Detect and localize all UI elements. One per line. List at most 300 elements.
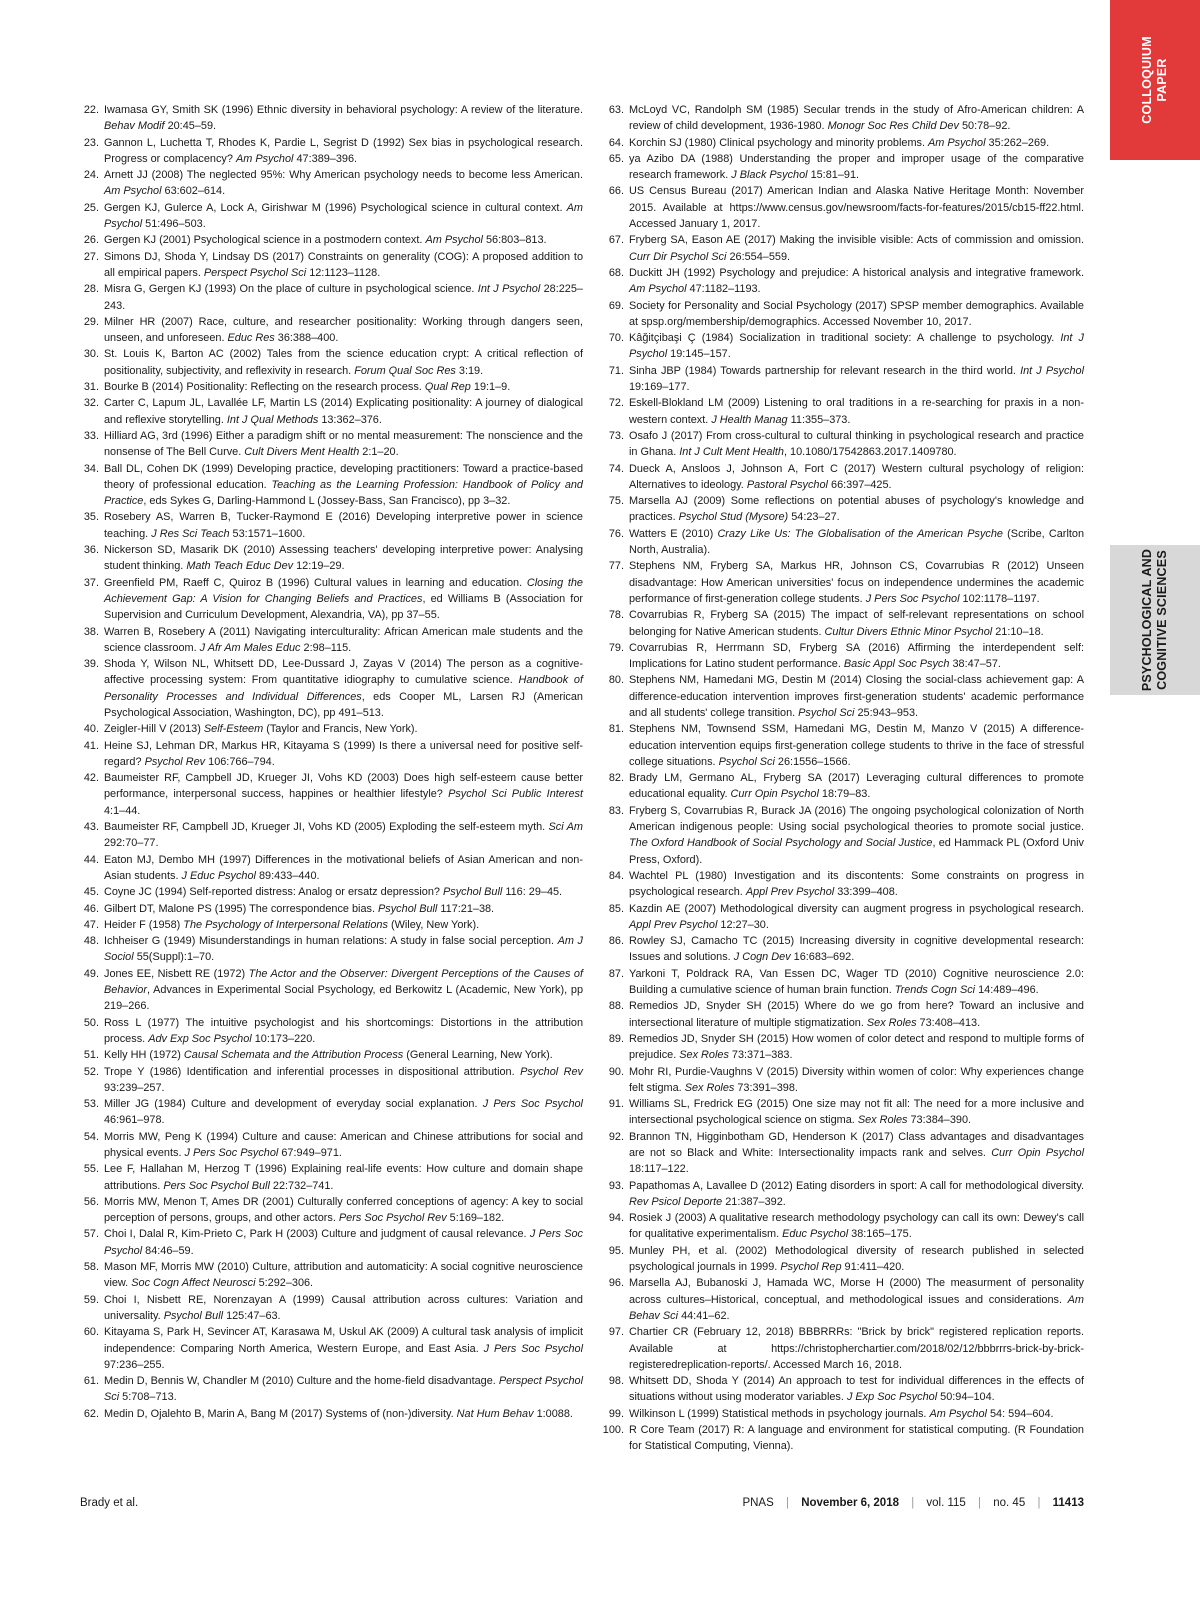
reference-item (602, 640, 1084, 673)
reference-source: Am Psychol (235, 152, 294, 165)
reference-details: 5:292–306. (255, 1277, 314, 1290)
reference-details: 53:1571–1600. (229, 527, 306, 540)
reference-details: 73:391–398. (734, 1081, 798, 1094)
reference-text: Wachtel PL (1980) Investigation and its discontents: Some constraints on progress in psychological research. (629, 869, 1084, 899)
reference-details: (Wiley, New York). (387, 918, 480, 931)
reference-text: Remedios JD, Snyder SH (2015) How women of color detect and respond to multiple forms of prejudice. (629, 1032, 1084, 1062)
reference-number: 68 . (602, 265, 624, 281)
reference-text: Stephens NM, Fryberg SA, Markus HR, Johnson CS, Covarrubias R (2012) Unseen disadvantage: How American universities' focus on independence undermines the academic performance of first-generation college students. (629, 560, 1084, 605)
reference-item (602, 868, 1084, 901)
colloquium-tab-label (1140, 36, 1170, 123)
reference-text: Rosebery AS, Warren B, Tucker-Raymond E (2016) Developing interpretive power in science teaching. (104, 511, 583, 540)
reference-source: J Health Manag (711, 413, 788, 426)
reference-text: Baumeister RF, Campbell JD, Krueger JI, Vohs KD (2005) Exploding the self-esteem myth. (104, 821, 549, 834)
reference-source: Appl Prev Psychol (745, 886, 835, 899)
reference-details: 51:496–503. (142, 218, 206, 231)
reference-item (602, 1031, 1084, 1064)
reference-item (602, 330, 1084, 363)
reference-source: Pers Soc Psychol Bull (163, 1179, 270, 1192)
reference-details: 18:117–122. (629, 1163, 689, 1176)
reference-item (80, 232, 583, 248)
reference-source: Monogr Soc Res Child Dev (827, 120, 959, 133)
reference-number: 90 . (602, 1064, 624, 1080)
reference-item (80, 1015, 583, 1048)
reference-text: Arnett JJ (2008) The neglected 95%: Why American psychology needs to become less American. (104, 169, 583, 182)
reference-text: Osafo J (2017) From cross-cultural to cultural thinking in psychological research and practice in Ghana. (629, 429, 1084, 459)
reference-source: Am Psychol (929, 1407, 987, 1420)
reference-details: 125:47–63. (223, 1309, 281, 1322)
reference-details: 73:408–413. (916, 1016, 981, 1029)
reference-source: J Pers Soc Psychol (104, 1228, 583, 1257)
reference-text: Bourke B (2014) Positionality: Reflecting on the research process. (104, 381, 425, 394)
reference-source: Psychol Sci (798, 706, 855, 719)
reference-source: Crazy Like Us: The Globalisation of the American Psyche (717, 527, 1003, 540)
reference-details: 47:1182–1193. (686, 283, 761, 296)
reference-source: Curr Dir Psychol Sci (629, 250, 727, 263)
reference-text: Jones EE, Nisbett RE (1972) (104, 967, 249, 980)
reference-number: 65 . (602, 151, 624, 167)
reference-item (80, 1292, 583, 1325)
reference-item (80, 249, 583, 282)
reference-details: 56:803–813. (482, 234, 547, 247)
reference-details: 91:411–420. (841, 1261, 905, 1274)
reference-item (80, 933, 583, 966)
reference-text: Mason MF, Morris MW (2010) Culture, attribution and automaticity: A social cognitive neuroscience view. (104, 1261, 583, 1290)
reference-number: 100 . (602, 1422, 624, 1438)
reference-source: Forum Qual Soc Res (354, 364, 456, 377)
reference-number: 97 . (602, 1324, 624, 1340)
reference-item (80, 966, 583, 1015)
reference-source: J Pers Soc Psychol (865, 592, 960, 605)
reference-number: 87 . (602, 966, 624, 982)
reference-source: Perspect Psychol Sci (104, 1375, 583, 1404)
reference-item (602, 1178, 1084, 1211)
reference-number: 69 . (602, 298, 624, 314)
reference-number: 55 . (80, 1161, 99, 1177)
reference-number: 79 . (602, 640, 624, 656)
reference-text: Kelly HH (1972) (104, 1049, 184, 1062)
reference-item (80, 379, 583, 395)
reference-text: Warren B, Rosebery A (2011) Navigating interculturality: African American male students and the science classroom. (104, 625, 583, 654)
reference-details: 44:41–62. (678, 1309, 730, 1322)
footer-authors: Brady et al. (80, 1497, 139, 1509)
reference-item (602, 151, 1084, 184)
references-right-column (602, 102, 1084, 1455)
reference-details: 26:1556–1566. (774, 755, 851, 768)
reference-number: 85 . (602, 901, 624, 917)
reference-text: St. Louis K, Barton AC (2002) Tales from the science education crypt: A critical reflection of positionality, subjectivity, and reflexivity in research. (104, 348, 583, 377)
reference-item (602, 933, 1084, 966)
reference-number: 71 . (602, 363, 624, 379)
reference-details: 19:169–177. (629, 381, 690, 394)
reference-details: 117:21–38. (437, 902, 495, 915)
reference-text: Williams SL, Fredrick EG (2015) One size may not fit all: The need for a more inclusive and intersectional psychological science on stigma. (629, 1098, 1084, 1127)
reference-number: 23 . (80, 135, 99, 151)
reference-details: 10:173–220. (251, 1032, 316, 1045)
reference-text: Choi I, Dalal R, Kim-Prieto C, Park H (2003) Culture and judgment of causal relevance. (104, 1228, 530, 1241)
reference-item (80, 428, 583, 461)
footer-date: November 6, 2018 (801, 1497, 899, 1509)
reference-text: Lee F, Hallahan M, Herzog T (1996) Explaining real-life events: How culture and domain shape attributions. (104, 1163, 583, 1192)
reference-number: 24 . (80, 167, 99, 183)
reference-text: Yarkoni T, Poldrack RA, Van Essen DC, Wager TD (2010) Cognitive neuroscience 2.0: Building a cumulative science of human brain function. (629, 967, 1084, 997)
reference-number: 33 . (80, 428, 99, 444)
reference-text: R Core Team (2017) R: A language and environment for statistical computing. (R Foundation for Statistical Computing, Vienna). (629, 1424, 1084, 1453)
reference-number: 54 . (80, 1129, 99, 1145)
reference-source: Basic Appl Soc Psych (843, 658, 950, 671)
reference-item (80, 852, 583, 885)
reference-source: J Afr Am Males Educ (199, 641, 301, 654)
reference-source: Am Psychol (104, 185, 162, 198)
reference-item (80, 135, 583, 168)
reference-details: 20:45–59. (164, 120, 217, 133)
reference-item (602, 265, 1084, 298)
reference-source: Trends Cogn Sci (894, 984, 976, 997)
reference-item (80, 917, 583, 933)
reference-text: Watters E (2010) (629, 527, 718, 540)
reference-details: 2:1–20. (359, 446, 399, 459)
reference-number: 67 . (602, 232, 624, 248)
reference-text: Brannon TN, Higginbotham GD, Henderson K (2017) Class advantages and disadvantages are not so Black and White: Intersectionality impacts rank and selves. (629, 1130, 1084, 1159)
reference-details: 28:225–243. (104, 283, 583, 312)
reference-number: 30 . (80, 346, 99, 362)
reference-item (80, 575, 583, 624)
reference-source: Cultur Divers Ethnic Minor Psychol (824, 625, 993, 638)
reference-item (602, 1210, 1084, 1243)
reference-details: 13:362–376. (318, 413, 382, 426)
reference-source: Nat Hum Behav (456, 1407, 534, 1420)
footer-page-number: 11413 (1052, 1497, 1084, 1509)
reference-details: , eds Sykes G, Darling-Hammond L (Jossey-Bass, San Francisco), pp 3–32. (143, 495, 511, 508)
reference-item (602, 493, 1084, 526)
reference-details: 38:47–57. (949, 658, 1001, 671)
reference-source: J Exp Soc Psychol (846, 1391, 938, 1404)
reference-text: Baumeister RF, Campbell JD, Krueger JI, Vohs KD (2003) Does high self-esteem cause better performance, interpersonal success, happines or healthier lifestyle? (104, 772, 583, 801)
reference-item (602, 298, 1084, 331)
reference-source: J Pers Soc Psychol (184, 1147, 279, 1159)
reference-source: Educ Psychol (782, 1228, 849, 1241)
reference-item (602, 721, 1084, 770)
reference-number: 34 . (80, 461, 99, 477)
reference-number: 29 . (80, 314, 99, 330)
reference-text: Trope Y (1986) Identification and inferential processes in dispositional attribution. (104, 1065, 521, 1078)
reference-number: 77 . (602, 558, 624, 574)
reference-details: 18:79–83. (818, 788, 871, 801)
reference-text: Brady LM, Germano AL, Fryberg SA (2017) Leveraging cultural differences to promote educational equality. (629, 772, 1084, 801)
reference-item (602, 1275, 1084, 1324)
reference-text: Munley PH, et al. (2002) Methodological diversity of research published in selected psychological journals in 1999. (629, 1244, 1084, 1274)
footer-separator: | (1037, 1497, 1041, 1509)
reference-item (602, 461, 1084, 494)
reference-source: Int J Cult Ment Health (679, 446, 784, 459)
section-tab-label (1140, 549, 1170, 691)
reference-text: Hilliard AG, 3rd (1996) Either a paradigm shift or no mental measurement: The nonscience and the nonsense of The Bell Curve. (104, 429, 583, 459)
reference-source: Sex Roles (857, 1114, 908, 1127)
reference-details: 102:1178–1197. (959, 592, 1040, 605)
reference-item (80, 167, 583, 200)
reference-number: 89 . (602, 1031, 624, 1047)
reference-number: 83 . (602, 803, 624, 819)
reference-item (602, 803, 1084, 868)
reference-text: Covarrubias R, Fryberg SA (2015) The impact of self-relevant representations on school belonging for Native American students. (629, 609, 1084, 638)
reference-item (80, 346, 583, 379)
reference-source: Curr Opin Psychol (730, 788, 819, 801)
footer-separator: | (978, 1497, 982, 1509)
reference-source: The Psychology of Interpersonal Relations (183, 918, 388, 931)
reference-details: 97:236–255. (104, 1358, 165, 1371)
reference-text: Rowley SJ, Camacho TC (2015) Increasing diversity in cognitive developmental research: Issues and solutions. (629, 935, 1084, 964)
reference-source: Psychol Rev (144, 755, 206, 768)
reference-details: 93:239–257. (104, 1081, 165, 1094)
reference-number: 39 . (80, 656, 99, 672)
reference-item (80, 901, 583, 917)
reference-text: Coyne JC (1994) Self-reported distress: Analog or ersatz depression? (104, 886, 443, 899)
reference-number: 38 . (80, 624, 99, 640)
colloquium-paper-tab (1110, 0, 1200, 160)
reference-text: Gannon L, Luchetta T, Rhodes K, Pardie L, Segrist D (1992) Sex bias in psychological research. Progress or complacency? (104, 136, 583, 165)
reference-source: J Black Psychol (731, 169, 808, 182)
reference-details: 35:262–269. (985, 136, 1050, 149)
reference-source: Int J Psychol (1020, 364, 1084, 377)
reference-number: 93 . (602, 1178, 624, 1194)
reference-text: Fryberg SA, Eason AE (2017) Making the invisible visible: Acts of commission and omission. (629, 234, 1084, 247)
reference-number: 84 . (602, 868, 624, 884)
reference-text: Rosiek J (2003) A qualitative research methodology psychology can call its own: Dewey's call for qualitative experimentalism. (629, 1212, 1084, 1241)
reference-text: Morris MW, Peng K (1994) Culture and cause: American and Chinese attributions for social and physical events. (104, 1130, 583, 1159)
reference-number: 74 . (602, 461, 624, 477)
reference-number: 78 . (602, 607, 624, 623)
reference-item (602, 1373, 1084, 1406)
reference-details: 84:46–59. (142, 1244, 194, 1257)
reference-text: Gergen KJ (2001) Psychological science in a postmodern context. (104, 234, 426, 247)
reference-item (602, 1064, 1084, 1097)
reference-text: Ichheiser G (1949) Misunderstandings in human relations: A study in false social perception. (104, 935, 558, 948)
reference-number: 60 . (80, 1324, 99, 1340)
reference-number: 80 . (602, 672, 624, 688)
reference-source: Psychol Stud (Mysore) (678, 511, 789, 524)
reference-item (80, 884, 583, 900)
reference-item (80, 819, 583, 852)
reference-item (80, 314, 583, 347)
reference-details: 16:683–692. (790, 951, 855, 964)
reference-number: 59 . (80, 1292, 99, 1308)
reference-details: 3:19. (455, 364, 484, 377)
reference-item (80, 461, 583, 510)
reference-text: Mohr RI, Purdie-Vaughns V (2015) Diversity within women of color: Why experiences change felt stigma. (629, 1065, 1084, 1094)
reference-text: Heider F (1958) (104, 918, 184, 931)
reference-number: 43 . (80, 819, 99, 835)
reference-text: Stephens NM, Hamedani MG, Destin M (2014) Closing the social-class achievement gap: A difference-education intervention improves first-generation students' academic performance and all students' college transition. (629, 674, 1084, 719)
reference-number: 86 . (602, 933, 624, 949)
reference-source: Psychol Sci (718, 755, 775, 768)
reference-list-right (602, 102, 1084, 1455)
reference-details: , ed Williams B (Association for Supervision and Curriculum Development, Alexandria, VA), pp 37–55. (104, 592, 583, 622)
reference-number: 37 . (80, 575, 99, 591)
reference-details: 12:27–30. (717, 918, 769, 931)
reference-item (602, 966, 1084, 999)
reference-item (602, 1324, 1084, 1373)
reference-text: Stephens NM, Townsend SSM, Hamedani MG, Destin M, Manzo V (2015) A difference-education intervention equips first-generation college students to thrive in the face of stressful college situations. (629, 723, 1084, 768)
reference-item (80, 1047, 583, 1063)
reference-number: 53 . (80, 1096, 99, 1112)
reference-item (80, 1226, 583, 1259)
reference-text: Zeigler-Hill V (2013) (104, 723, 204, 736)
reference-source: Am Psychol (629, 283, 687, 296)
reference-details: 292:70–77. (104, 837, 159, 850)
reference-number: 73 . (602, 428, 624, 444)
reference-details: 2:98–115. (300, 641, 352, 654)
reference-details: 19:1–9. (470, 381, 511, 394)
reference-number: 47 . (80, 917, 99, 933)
reference-text: Duckitt JH (1992) Psychology and prejudice: A historical analysis and integrative framework. (629, 266, 1084, 279)
footer-journal: PNAS (742, 1497, 774, 1509)
reference-number: 62 . (80, 1406, 99, 1422)
reference-text: Eskell-Blokland LM (2009) Listening to oral traditions in a re-searching for praxis in a non-western context. (629, 397, 1084, 426)
reference-source: Sex Roles (679, 1049, 729, 1062)
reference-number: 98 . (602, 1373, 624, 1389)
reference-number: 95 . (602, 1243, 624, 1259)
reference-item (80, 738, 583, 771)
reference-number: 58 . (80, 1259, 99, 1275)
reference-text: Medin D, Ojalehto B, Marin A, Bang M (2017) Systems of (non-)diversity. (104, 1407, 457, 1420)
reference-number: 45 . (80, 884, 99, 900)
reference-item (80, 1096, 583, 1129)
footer-separator: | (911, 1497, 915, 1509)
reference-source: Sex Roles (866, 1016, 917, 1029)
reference-number: 42 . (80, 770, 99, 786)
reference-item (602, 102, 1084, 135)
reference-source: Pers Soc Psychol Rev (338, 1212, 447, 1225)
reference-details: 73:384–390. (907, 1114, 972, 1127)
reference-number: 50 . (80, 1015, 99, 1031)
reference-details: (General Learning, New York). (403, 1049, 553, 1062)
reference-item (80, 509, 583, 542)
reference-text: Sinha JBP (1984) Towards partnership for relevant research in the third world. (629, 364, 1021, 377)
reference-source: Closing the Achievement Gap: A Vision for Changing Beliefs and Practices (104, 576, 583, 605)
reference-details: , ed Hammack PL (Oxford Univ Press, Oxford). (629, 837, 1084, 866)
reference-item (80, 281, 583, 314)
reference-item (80, 1373, 583, 1406)
reference-source: Sci Am (548, 821, 583, 834)
reference-source: Psychol Rev (520, 1065, 583, 1078)
reference-source: Psychol Bull (378, 902, 438, 915)
reference-details: 21:387–392. (722, 1195, 786, 1208)
reference-source: Am Psychol (928, 136, 986, 149)
reference-details: 4:1–44. (104, 804, 141, 817)
reference-number: 70 . (602, 330, 624, 346)
reference-source: Am Behav Sci (629, 1293, 1084, 1322)
references-left-column (80, 102, 583, 1422)
reference-source: J Pers Soc Psychol (483, 1342, 583, 1355)
reference-number: 57 . (80, 1226, 99, 1242)
reference-text: Society for Personality and Social Psychology (2017) SPSP member demographics. Available at spsp.org/membership/demographics. Accessed November 10, 2017. (629, 299, 1084, 328)
reference-item (602, 183, 1084, 232)
reference-details: 67:949–971. (278, 1147, 342, 1159)
reference-details: 63:602–614. (161, 185, 226, 198)
reference-item (80, 770, 583, 819)
reference-number: 94 . (602, 1210, 624, 1226)
reference-details: 12:1123–1128. (306, 266, 381, 279)
reference-details: 47:389–396. (293, 152, 358, 165)
reference-text: Choi I, Nisbett RE, Norenzayan A (1999) Causal attribution across cultures: Variation and universality. (104, 1293, 583, 1322)
reference-text: Miller JG (1984) Culture and development of everyday social explanation. (104, 1098, 483, 1111)
reference-source: Psychol Rep (780, 1261, 842, 1274)
reference-number: 72 . (602, 395, 624, 411)
reference-text: Eaton MJ, Dembo MH (1997) Differences in the motivational beliefs of Asian American and non-Asian students. (104, 853, 583, 882)
reference-source: Math Teach Educ Dev (186, 560, 294, 573)
reference-text: Medin D, Bennis W, Chandler M (2010) Culture and the home-field disadvantage. (104, 1375, 499, 1388)
reference-source: Pastoral Psychol (746, 478, 828, 491)
reference-text: Wilkinson L (1999) Statistical methods in psychology journals. (629, 1407, 930, 1420)
reference-item (80, 395, 583, 428)
reference-source: Psychol Sci Public Interest (448, 788, 583, 801)
reference-source: Appl Prev Psychol (629, 918, 718, 931)
reference-item (602, 1243, 1084, 1276)
reference-number: 51 . (80, 1047, 99, 1063)
reference-item (80, 624, 583, 657)
reference-details: , Advances in Experimental Social Psychology, ed Berkowitz L (Academic, New York), pp 219–266. (104, 984, 583, 1013)
reference-source: J Res Sci Teach (151, 527, 230, 540)
reference-item (80, 1259, 583, 1292)
reference-source: Am Psychol (104, 201, 583, 231)
reference-source: Adv Exp Soc Psychol (148, 1032, 252, 1045)
section-tab (1110, 545, 1200, 695)
reference-details: 66:397–425. (827, 478, 892, 491)
reference-number: 49 . (80, 966, 99, 982)
reference-number: 56 . (80, 1194, 99, 1210)
reference-text: Covarrubias R, Herrmann SD, Fryberg SA (2016) Affirming the interdependent self: Implications for Latino student performance. (629, 641, 1084, 671)
reference-details: 21:10–18. (992, 625, 1044, 638)
reference-text: Dueck A, Ansloos J, Johnson A, Fort C (2017) Western cultural psychology of religion: Alternatives to ideology. (629, 462, 1084, 491)
footer-issue: no. 45 (993, 1497, 1026, 1509)
reference-text: Gergen KJ, Gulerce A, Lock A, Girishwar M (1996) Psychological science in cultural context. (104, 201, 567, 214)
reference-text: Greenfield PM, Raeff C, Quiroz B (1996) Cultural values in learning and education. (104, 576, 527, 589)
reference-details: , 10.1080/17542863.2017.1409780. (783, 446, 957, 459)
reference-number: 75 . (602, 493, 624, 509)
reference-text: Korchin SJ (1980) Clinical psychology and minority problems. (629, 136, 929, 149)
reference-item (602, 1406, 1084, 1422)
reference-item (80, 542, 583, 575)
reference-source: J Pers Soc Psychol (482, 1098, 583, 1111)
reference-source: Handbook of Personality Processes and Individual Differences (104, 674, 583, 703)
reference-details: 33:399–408. (834, 886, 898, 899)
reference-number: 35 . (80, 509, 99, 525)
reference-number: 48 . (80, 933, 99, 949)
reference-source: Am Psychol (425, 234, 483, 247)
reference-source: Rev Psicol Deporte (629, 1195, 723, 1208)
reference-item (602, 428, 1084, 461)
reference-item (602, 1096, 1084, 1129)
colloquium-tab-line-1: COLLOQUIUM (1140, 36, 1154, 124)
reference-details: 36:388–400. (274, 332, 339, 345)
reference-item (602, 998, 1084, 1031)
reference-details: 73:371–383. (728, 1049, 793, 1062)
reference-text: Gilbert DT, Malone PS (1995) The correspondence bias. (104, 902, 379, 915)
reference-item (602, 526, 1084, 559)
reference-number: 32 . (80, 395, 99, 411)
reference-number: 99 . (602, 1406, 624, 1422)
reference-item (80, 1129, 583, 1162)
reference-number: 52 . (80, 1064, 99, 1080)
reference-details: , eds Cooper ML, Larsen RJ (American Psychological Association, Washington, DC), pp 491–513. (104, 690, 583, 719)
reference-text: Misra G, Gergen KJ (1993) On the place of culture in psychological science. (104, 283, 478, 296)
page-footer (80, 1493, 1084, 1513)
reference-item (80, 200, 583, 233)
reference-item (80, 1406, 583, 1422)
reference-details: 11:355–373. (787, 413, 851, 426)
reference-text: McLoyd VC, Randolph SM (1985) Secular trends in the study of Afro-American children: A review of child development, 1936-1980. (629, 104, 1084, 133)
reference-number: 46 . (80, 901, 99, 917)
